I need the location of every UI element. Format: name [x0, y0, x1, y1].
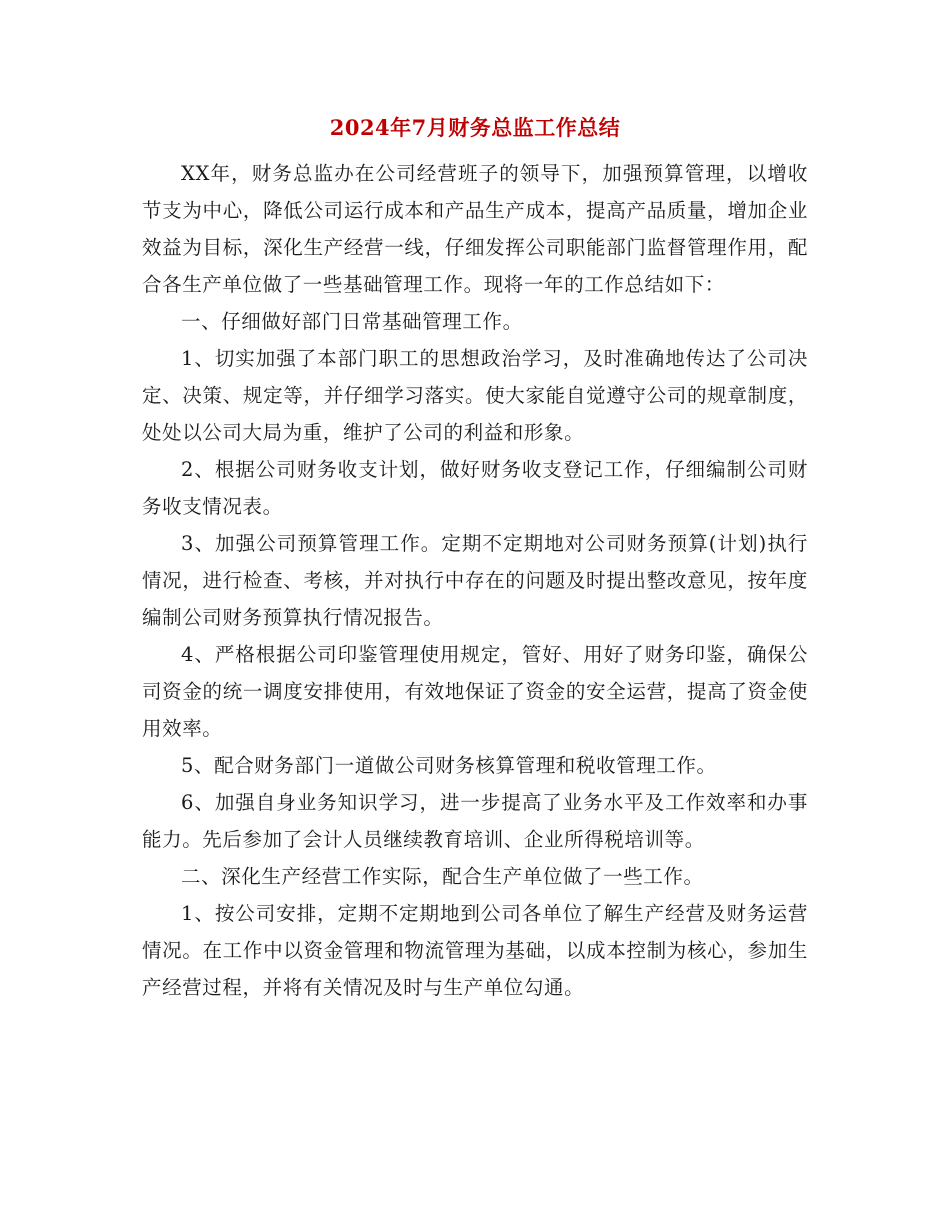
- paragraph-item: 3、加强公司预算管理工作。定期不定期地对公司财务预算(计划)执行情况，进行检查、考核，并对执行中存在的问题及时提出整改意见，按年度编制公司财务预算执行情况报告。: [142, 532, 808, 629]
- paragraph-item: 1、切实加强了本部门职工的思想政治学习，及时准确地传达了公司决定、决策、规定等，并仔细学习落实。使大家能自觉遵守公司的规章制度，处处以公司大局为重，维护了公司的利益和形象。: [142, 347, 808, 444]
- paragraph-item: 6、加强自身业务知识学习，进一步提高了业务水平及工作效率和办事能力。先后参加了会计人员继续教育培训、企业所得税培训等。: [142, 791, 808, 851]
- paragraph-item: 2、根据公司财务收支计划，做好财务收支登记工作，仔细编制公司财务收支情况表。: [142, 458, 808, 518]
- paragraph-intro: XX年，财务总监办在公司经营班子的领导下，加强预算管理，以增收节支为中心，降低公司运行成本和产品生产成本，提高产品质量，增加企业效益为目标，深化生产经营一线，仔细发挥公司职能部门监督管理作用，配合各生产单位做了一些基础管理工作。现将一年的工作总结如下：: [142, 162, 808, 296]
- paragraph-item: 4、严格根据公司印鉴管理使用规定，管好、用好了财务印鉴，确保公司资金的统一调度安排使用，有效地保证了资金的安全运营，提高了资金使用效率。: [142, 643, 808, 740]
- section-heading-1: 一、仔细做好部门日常基础管理工作。: [181, 310, 523, 333]
- section-heading-2: 二、深化生产经营工作实际，配合生产单位做了一些工作。: [181, 865, 704, 888]
- document-title: 2024年7月财务总监工作总结: [329, 115, 621, 140]
- document-body: [142, 155, 808, 1006]
- paragraph-item: 1、按公司安排，定期不定期地到公司各单位了解生产经营及财务运营情况。在工作中以资金管理和物流管理为基础，以成本控制为核心，参加生产经营过程，并将有关情况及时与生产单位勾通。: [142, 902, 808, 999]
- paragraph-item: 5、配合财务部门一道做公司财务核算管理和税收管理工作。: [181, 754, 717, 777]
